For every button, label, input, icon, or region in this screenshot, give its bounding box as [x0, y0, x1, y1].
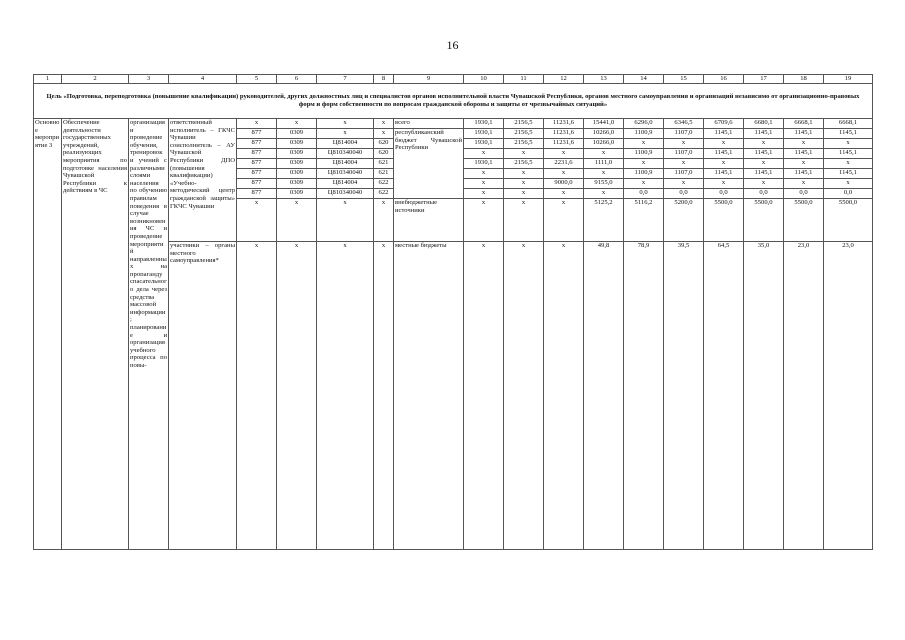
column-number: 9 [394, 75, 464, 84]
table-cell: 1111,0 [584, 159, 624, 169]
table-cell: 620 [374, 139, 394, 149]
column-number: 1 [34, 75, 62, 84]
table-cell: 2156,5 [504, 119, 544, 129]
table-cell: x [664, 139, 704, 149]
table-cell: 1145,1 [744, 129, 784, 139]
table-cell: x [544, 149, 584, 159]
table-cell: 1145,1 [704, 129, 744, 139]
table-cell: x [544, 189, 584, 199]
table-cell: Ц810340040 [317, 169, 374, 179]
table-cell: x [374, 199, 394, 242]
left-c3: организация и проведение обучения, тренировок и учений с различными слоями населения по обучению правилам поведения в случае возникновения ЧС и проведение мероприятий направленных на пропаганду спасательного дела через средства массовой информации; планирование и организация учебного процесса по повы- [129, 119, 169, 550]
table-cell: 11231,6 [544, 119, 584, 129]
table-cell: x [744, 159, 784, 169]
table-cell: x [464, 149, 504, 159]
column-number: 5 [237, 75, 277, 84]
table-cell: x [624, 179, 664, 189]
table-cell: 1107,0 [664, 149, 704, 159]
table-cell: 0309 [277, 169, 317, 179]
table-cell: 1145,1 [824, 149, 873, 159]
table-cell: 621 [374, 169, 394, 179]
table-cell: 5500,0 [704, 199, 744, 242]
table-cell: x [784, 159, 824, 169]
table-cell: x [624, 159, 664, 169]
table-cell: 1930,1 [464, 139, 504, 149]
table-cell: 1100,9 [624, 169, 664, 179]
table-cell: 78,9 [624, 242, 664, 550]
table-cell: 49,8 [584, 242, 624, 550]
column-number: 8 [374, 75, 394, 84]
table-cell: 877 [237, 129, 277, 139]
table-cell: x [824, 139, 873, 149]
table-cell: x [664, 159, 704, 169]
table-cell: 5500,0 [824, 199, 873, 242]
table-cell: 5125,2 [584, 199, 624, 242]
table-cell: x [824, 159, 873, 169]
table-cell: 877 [237, 159, 277, 169]
table-cell: 0,0 [664, 189, 704, 199]
column-number: 11 [504, 75, 544, 84]
table-cell: 621 [374, 159, 394, 169]
table-cell: x [237, 242, 277, 550]
table-cell: Ц810340040 [317, 149, 374, 159]
table-cell: 35,0 [744, 242, 784, 550]
table-cell: x [544, 199, 584, 242]
table-cell: x [317, 242, 374, 550]
table-cell: x [584, 149, 624, 159]
table-cell: 1145,1 [824, 129, 873, 139]
table-cell: 1100,9 [624, 149, 664, 159]
column-number: 13 [584, 75, 624, 84]
table-cell: 0,0 [784, 189, 824, 199]
column-number: 10 [464, 75, 504, 84]
source-local: местные бюджеты [394, 242, 464, 550]
table-cell: 2231,6 [544, 159, 584, 169]
table-cell: x [624, 139, 664, 149]
executor-cell: ответственный исполнитель – ГКЧС Чувашии соисполнитель – АУ Чувашской Республики ДПО (повышения квалификации) «Учебно-методический центр гражданской защиты» ГКЧС Чувашии [169, 119, 237, 242]
table-cell: 1930,1 [464, 129, 504, 139]
table-cell: 0,0 [704, 189, 744, 199]
table-cell: x [704, 159, 744, 169]
table-cell: 877 [237, 169, 277, 179]
table-cell: 39,5 [664, 242, 704, 550]
page-number: 16 [446, 38, 459, 52]
table-cell: 0,0 [624, 189, 664, 199]
table-cell: x [784, 139, 824, 149]
table-cell: 1145,1 [784, 149, 824, 159]
table-cell: 0,0 [744, 189, 784, 199]
column-number: 19 [824, 75, 873, 84]
table-cell: x [584, 189, 624, 199]
source-extra: внебюджетные источники [394, 199, 464, 242]
table-cell: x [374, 242, 394, 550]
table-cell: 15441,0 [584, 119, 624, 129]
table-cell: 2156,5 [504, 159, 544, 169]
column-number: 15 [664, 75, 704, 84]
table-cell: 1145,1 [704, 149, 744, 159]
table-cell: 5500,0 [784, 199, 824, 242]
table-cell: 9000,0 [544, 179, 584, 189]
table-cell: 1145,1 [744, 149, 784, 159]
table-cell: x [277, 199, 317, 242]
table-cell: x [504, 149, 544, 159]
table-cell: 64,5 [704, 242, 744, 550]
table-cell: 1107,0 [664, 129, 704, 139]
table-cell: 5500,0 [744, 199, 784, 242]
table-cell: 23,0 [784, 242, 824, 550]
source-republic: республиканский бюджет Чувашской Республики [394, 129, 464, 199]
table-cell: x [504, 169, 544, 179]
table-cell: 23,0 [824, 242, 873, 550]
column-number: 12 [544, 75, 584, 84]
table-cell: 620 [374, 149, 394, 159]
table-cell: 622 [374, 179, 394, 189]
table-cell: x [317, 199, 374, 242]
table-cell: x [317, 119, 374, 129]
column-number: 18 [784, 75, 824, 84]
table-cell: x [504, 242, 544, 550]
table-cell: 0309 [277, 139, 317, 149]
table-cell: 0309 [277, 159, 317, 169]
table-cell: 1107,0 [664, 169, 704, 179]
table-cell: 1930,1 [464, 119, 504, 129]
column-number: 14 [624, 75, 664, 84]
table-cell: x [664, 179, 704, 189]
column-number: 2 [62, 75, 129, 84]
participants-cell: участники – органы местного самоуправления* [169, 242, 237, 550]
column-number: 7 [317, 75, 374, 84]
table-cell: 0309 [277, 189, 317, 199]
table-cell: x [544, 242, 584, 550]
table-cell: 6346,5 [664, 119, 704, 129]
table-cell: 5116,2 [624, 199, 664, 242]
table-cell: x [824, 179, 873, 189]
table-cell: Ц814004 [317, 159, 374, 169]
source-total: всего [394, 119, 464, 129]
table-cell: 1930,1 [464, 159, 504, 169]
table-cell: 0309 [277, 129, 317, 139]
table-cell: 6668,1 [824, 119, 873, 129]
table-cell: x [464, 242, 504, 550]
table-cell: 1145,1 [784, 129, 824, 139]
table-cell: 6680,1 [744, 119, 784, 129]
table-cell: x [277, 119, 317, 129]
table-cell: 1100,9 [624, 129, 664, 139]
table-cell: 2156,5 [504, 139, 544, 149]
table-cell: 10266,0 [584, 129, 624, 139]
table-cell: x [504, 189, 544, 199]
table-cell: x [464, 189, 504, 199]
table-cell: x [237, 119, 277, 129]
table-cell: 11231,6 [544, 129, 584, 139]
table-cell: x [277, 242, 317, 550]
table-cell: x [237, 199, 277, 242]
table-cell: 6709,6 [704, 119, 744, 129]
table-cell: 877 [237, 189, 277, 199]
table-cell: 1145,1 [824, 169, 873, 179]
table-cell: 10266,0 [584, 139, 624, 149]
table-cell: x [704, 179, 744, 189]
table-cell: x [504, 179, 544, 189]
column-number: 6 [277, 75, 317, 84]
table-cell: 0,0 [824, 189, 873, 199]
table-cell: 1145,1 [784, 169, 824, 179]
table-cell: x [544, 169, 584, 179]
column-number-row [34, 75, 873, 84]
table-cell: 0309 [277, 179, 317, 189]
left-c2: Обеспечение деятельности государственных учреждений, реализующих мероприятия по подготовке населения Чувашской Республики к действиям в ЧС [62, 119, 129, 550]
table-cell: x [374, 119, 394, 129]
table-cell: 877 [237, 149, 277, 159]
table-cell: Ц814004 [317, 179, 374, 189]
table-cell: 0309 [277, 149, 317, 159]
table-cell: 1145,1 [744, 169, 784, 179]
table-cell: x [504, 199, 544, 242]
table-cell: 877 [237, 139, 277, 149]
table-cell: 1145,1 [704, 169, 744, 179]
goal-text: Цель «Подготовка, переподготовка (повышение квалификации) руководителей, других должностных лиц и специалистов органов исполнительной власти Чувашской Республики, органов местного самоуправления и организаций независимо от организационно-правовых форм и форм собственности по вопросам гражданской обороны и защиты от чрезвычайных ситуаций» [34, 84, 873, 119]
table-row [34, 119, 873, 129]
column-number: 3 [129, 75, 169, 84]
table-cell: 11231,6 [544, 139, 584, 149]
budget-table [33, 74, 873, 550]
column-number: 4 [169, 75, 237, 84]
table-cell: x [744, 139, 784, 149]
table-cell: 622 [374, 189, 394, 199]
column-number: 16 [704, 75, 744, 84]
table-cell: 5200,0 [664, 199, 704, 242]
table-cell: x [464, 199, 504, 242]
table-cell: 6668,1 [784, 119, 824, 129]
goal-row [34, 84, 873, 119]
table-cell: 9155,0 [584, 179, 624, 189]
table-cell: x [784, 179, 824, 189]
column-number: 17 [744, 75, 784, 84]
table-cell: 877 [237, 179, 277, 189]
table-cell: x [704, 139, 744, 149]
table-cell: Ц814004 [317, 139, 374, 149]
table-cell: x [374, 129, 394, 139]
table-cell: x [584, 169, 624, 179]
left-c1: Основное мероприятие 3 [34, 119, 62, 550]
table-cell: 2156,5 [504, 129, 544, 139]
table-cell: x [464, 169, 504, 179]
table-cell: x [317, 129, 374, 139]
table-cell: Ц810340040 [317, 189, 374, 199]
table-cell: 6296,0 [624, 119, 664, 129]
table-cell: x [744, 179, 784, 189]
table-cell: x [464, 179, 504, 189]
